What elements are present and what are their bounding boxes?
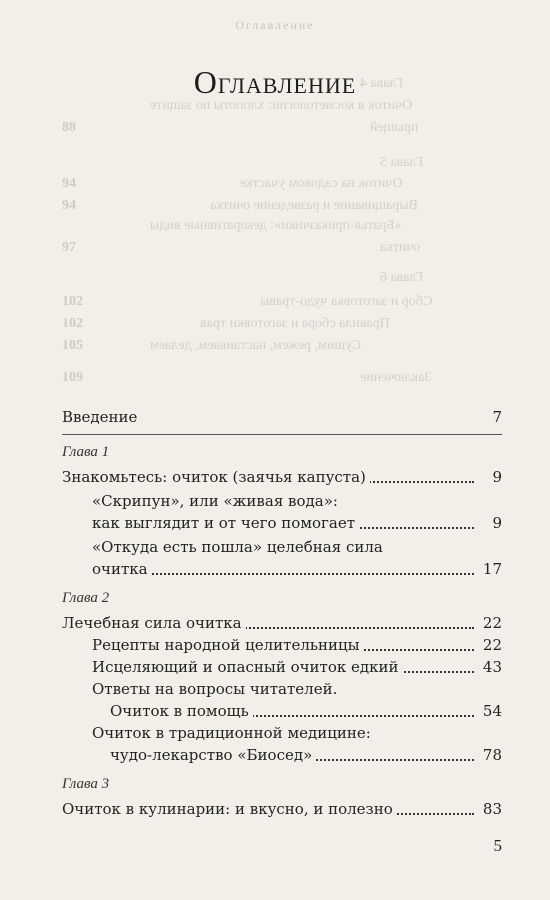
- toc-entry[interactable]: [92, 634, 502, 656]
- bleed-number: 94: [62, 198, 76, 213]
- toc-entry-title: «Скрипун», или «живая вода»:: [92, 492, 338, 510]
- toc-page-number: 9: [488, 466, 502, 488]
- bleed-number: 109: [62, 370, 83, 385]
- toc-entry-continuation: очитка: [92, 560, 152, 578]
- bleed-line: Очиток на садовом участке: [240, 176, 403, 191]
- toc-entry[interactable]: [62, 466, 502, 488]
- bleed-number: 94: [62, 176, 76, 191]
- running-head: Оглавление: [235, 18, 315, 32]
- toc-entry-introduction[interactable]: [62, 406, 502, 428]
- toc-entry-title: Рецепты народной целительницы: [92, 636, 364, 654]
- bleed-line: Выращивание и разведение очитка: [210, 198, 418, 213]
- toc-page-number: 78: [479, 744, 502, 766]
- chapter-label: Глава 2: [62, 590, 110, 606]
- toc-entry-title: «Откуда есть пошла» целебная сила: [92, 538, 383, 556]
- bleed-line: «Братья-приказчики»: декоративные виды: [150, 218, 402, 233]
- bleed-number: 102: [62, 294, 83, 309]
- toc-entry[interactable]: [92, 536, 502, 580]
- bleed-line: Сушим, режем, настаиваем, делаем: [150, 338, 362, 353]
- bleed-line: Заключение: [360, 370, 432, 385]
- bleed-number: 105: [62, 338, 83, 353]
- bleed-number: 88: [62, 120, 76, 135]
- bleed-line: Глава 5: [380, 155, 424, 170]
- bleed-line: Глава 6: [380, 270, 424, 285]
- toc-entry-continuation: чудо-лекарство «Биосед»: [92, 746, 316, 764]
- toc-entry-continuation: как выглядит и от чего помогает: [92, 514, 359, 532]
- bleed-line: Правила сбора и заготовки трав: [200, 316, 390, 331]
- toc-page-number: 43: [479, 656, 502, 678]
- toc-entry-continuation: Очиток в помощь: [92, 702, 253, 720]
- toc-entry-title: Исцеляющий и опасный очиток едкий: [92, 658, 403, 676]
- toc-entry[interactable]: [92, 656, 502, 678]
- toc-page-number: 9: [488, 512, 502, 534]
- toc-entry[interactable]: [92, 722, 502, 766]
- bleed-number: 102: [62, 316, 83, 331]
- toc-entry-title: Лечебная сила очитка: [62, 614, 246, 632]
- toc-entry-title: Ответы на вопросы читателей.: [92, 680, 338, 698]
- bleed-line: очитка: [380, 240, 421, 255]
- chapter-label: Глава 3: [62, 776, 110, 792]
- toc-page-number: 22: [479, 634, 502, 656]
- toc-entry-title: Очиток в кулинарии: и вкусно, и полезно: [62, 800, 397, 818]
- page-number: 5: [493, 836, 502, 855]
- bleed-line: Очиток в косметологии: хлопоты по защите: [150, 98, 413, 113]
- divider: [62, 434, 502, 435]
- toc-entry-title: Очиток в традиционной медицине:: [92, 724, 371, 742]
- bleed-number: 97: [62, 240, 76, 255]
- toc-entry-title: Введение: [62, 408, 141, 426]
- toc-entry[interactable]: [92, 490, 502, 534]
- toc-page-number: 54: [479, 700, 502, 722]
- toc-page-number: 22: [479, 612, 502, 634]
- toc-page-number: 83: [479, 798, 502, 820]
- toc-entry-title: Знакомьтесь: очиток (заячья капуста): [62, 468, 370, 486]
- toc-entry[interactable]: [62, 612, 502, 634]
- toc-page-number: 17: [479, 558, 502, 580]
- bleed-line: Глава 4: [360, 76, 404, 91]
- toc-entry[interactable]: [62, 798, 502, 820]
- toc-page-number: 7: [488, 406, 502, 428]
- bleed-line: Сбор и заготовка чудо-травы: [260, 294, 433, 309]
- bleed-line: прыщей: [370, 120, 419, 135]
- page-title: Оглавление: [193, 64, 357, 100]
- chapter-label: Глава 1: [62, 444, 110, 460]
- toc-entry[interactable]: [92, 678, 502, 722]
